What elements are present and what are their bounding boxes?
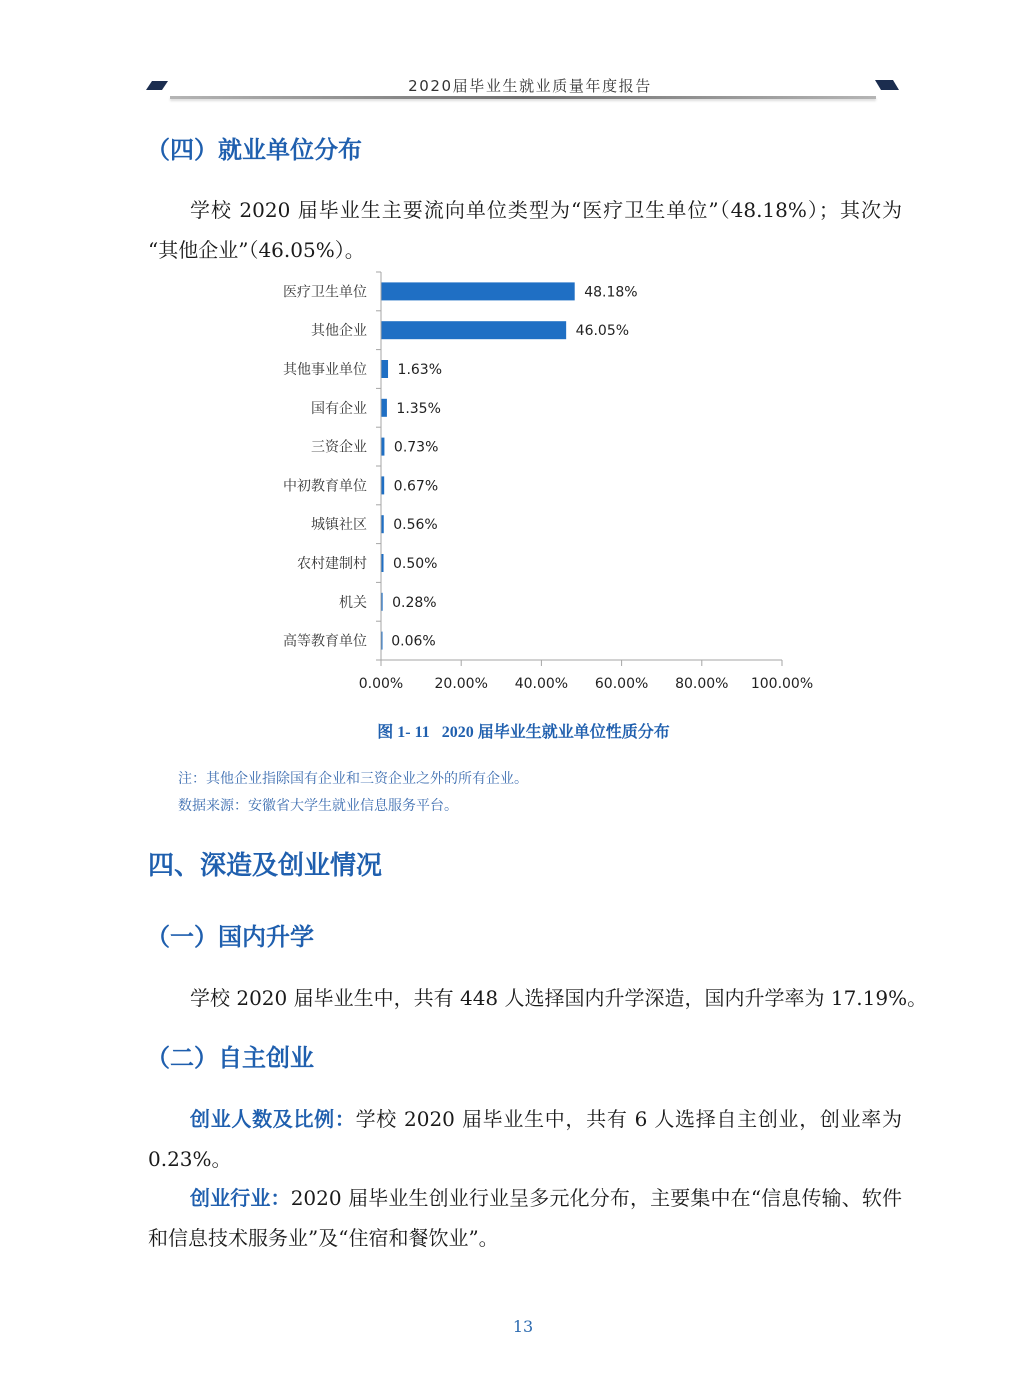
bar [382, 476, 385, 494]
category-label: 国有企业 [311, 400, 367, 417]
paragraph-domestic-study: 学校 2020 届毕业生中，共有 448 人选择国内升学深造，国内升学率为 17.19%。 [190, 986, 928, 1010]
bar-value-label: 1.35% [396, 400, 441, 417]
paragraph-entrepreneur-industry-line-1 [190, 1184, 902, 1212]
chart-note: 注：其他企业指除国有企业和三资企业之外的所有企业。 [178, 771, 528, 787]
entrepreneur-count-lead: 创业人数及比例： [190, 1107, 356, 1131]
x-tick-label: 40.00% [514, 676, 569, 692]
category-label: 中初教育单位 [283, 478, 367, 495]
bar-value-label: 0.50% [393, 556, 438, 572]
paragraph-entrepreneur-industry-line-2: 和信息技术服务业”及“住宿和餐饮业”。 [148, 1226, 499, 1250]
entrepreneur-industry-lead: 创业行业： [190, 1186, 291, 1210]
x-tick-label: 0.00% [358, 676, 404, 692]
bar-value-label: 1.63% [397, 362, 443, 378]
bar [382, 632, 383, 650]
bar-value-label: 0.06% [391, 633, 436, 650]
bar-value-label: 0.56% [393, 517, 438, 534]
bar [382, 593, 383, 611]
chart-caption: 图 1- 11 2020 届毕业生就业单位性质分布 [377, 724, 670, 741]
paragraph-entrepreneur-count-line-2: 0.23%。 [148, 1147, 232, 1171]
entrepreneur-count-text: 学校 2020 届毕业生中，共有 6 人选择自主创业，创业率为 [355, 1107, 902, 1131]
bar-value-label: 0.73% [393, 439, 439, 456]
subsection-heading-entrepreneurship: （二）自主创业 [146, 1044, 314, 1072]
bar-value-label: 48.18% [584, 284, 638, 301]
category-label: 其他事业单位 [283, 362, 367, 378]
bar-value-label: 46.05% [575, 323, 630, 340]
x-tick-label: 60.00% [594, 676, 649, 692]
category-label: 高等教育单位 [283, 633, 367, 650]
x-tick-label: 80.00% [675, 676, 729, 692]
bar-value-label: 0.28% [392, 594, 437, 611]
x-tick-label: 20.00% [434, 676, 488, 692]
chart-data-source: 数据来源：安徽省大学生就业信息服务平台。 [178, 798, 458, 814]
bar-value-label: 0.67% [393, 478, 439, 495]
header-right-decoration [875, 80, 899, 90]
header-rule [170, 96, 876, 99]
bar [382, 321, 567, 339]
paragraph-entrepreneur-count-line-1 [190, 1105, 902, 1133]
paragraph-employer-line-1: 学校 2020 届毕业生主要流向单位类型为“医疗卫生单位”（48.18%）；其次为 [190, 198, 902, 222]
bar [382, 554, 384, 572]
section-heading-employer: （四）就业单位分布 [146, 136, 362, 164]
paragraph-employer-line-2: “其他企业”（46.05%）。 [148, 238, 365, 262]
bar [382, 438, 385, 456]
page-number: 13 [512, 1317, 534, 1336]
section-heading-further-study: 四、深造及创业情况 [148, 851, 383, 881]
bar [382, 515, 384, 533]
category-label: 医疗卫生单位 [283, 284, 367, 301]
bar [382, 360, 389, 378]
category-label: 其他企业 [311, 323, 367, 340]
entrepreneur-industry-text: 2020 届毕业生创业行业呈多元化分布，主要集中在“信息传输、软件 [290, 1186, 902, 1210]
employer-type-bar-chart [250, 262, 850, 702]
category-label: 机关 [339, 594, 367, 611]
category-label: 三资企业 [311, 439, 367, 456]
category-label: 城镇社区 [311, 517, 367, 534]
header-left-decoration [146, 81, 168, 90]
bar [382, 399, 387, 417]
x-tick-label: 100.00% [750, 676, 814, 692]
header-title: 2020届毕业生就业质量年度报告 [408, 77, 652, 95]
bar [382, 282, 575, 300]
category-label: 农村建制村 [297, 556, 367, 572]
subsection-heading-domestic-study: （一）国内升学 [146, 923, 314, 951]
